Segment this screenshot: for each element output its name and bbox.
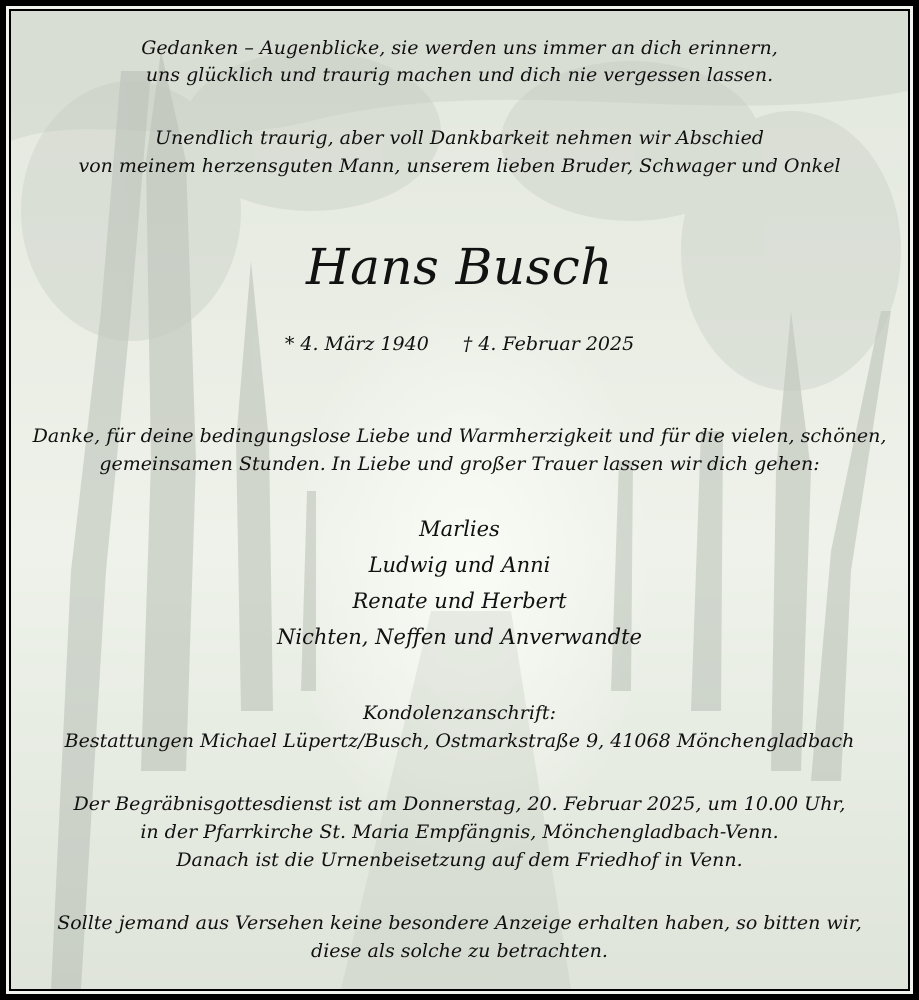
closing-line: diese als solche zu betrachten. — [311, 940, 608, 962]
service-line: Der Begräbnisgottesdienst ist am Donnerstag, 20. Februar 2025, um 10.00 Uhr, — [73, 793, 846, 815]
mourner: Marlies — [419, 517, 500, 541]
farewell-line: Unendlich traurig, aber voll Dankbarkeit nehmen wir Abschied — [155, 127, 764, 149]
intro-line: uns glücklich und traurig machen und dich nie vergessen lassen. — [145, 64, 774, 86]
service-line: in der Pfarrkirche St. Maria Empfängnis, Mönchengladbach-Venn. — [140, 821, 779, 843]
mourner: Nichten, Neffen und Anverwandte — [277, 625, 642, 649]
obituary-notice — [11, 11, 908, 989]
thanks-line: gemeinsamen Stunden. In Liebe und großer Trauer lassen wir dich gehen: — [99, 453, 820, 475]
farewell-line: von meinem herzensguten Mann, unserem lieben Bruder, Schwager und Onkel — [78, 155, 841, 177]
death-date: † 4. Februar 2025 — [462, 333, 635, 355]
birth-date: * 4. März 1940 — [284, 333, 429, 355]
condolence-address: Bestattungen Michael Lüpertz/Busch, Ostmarkstraße 9, 41068 Mönchengladbach — [64, 730, 855, 752]
life-dates — [11, 331, 908, 357]
intro-line: Gedanken – Augenblicke, sie werden uns immer an dich erinnern, — [141, 37, 778, 59]
service-line: Danach ist die Urnenbeisetzung auf dem Friedhof in Venn. — [176, 849, 743, 871]
condolence-label: Kondolenzanschrift: — [363, 702, 556, 724]
mourner: Renate und Herbert — [352, 589, 567, 613]
mourner: Ludwig und Anni — [368, 553, 551, 577]
thanks-line: Danke, für deine bedingungslose Liebe und Warmherzigkeit und für die vielen, schönen, — [32, 425, 887, 447]
notice-content — [11, 11, 908, 989]
closing-line: Sollte jemand aus Versehen keine besondere Anzeige erhalten haben, so bitten wir, — [57, 912, 862, 934]
deceased-name: Hans Busch — [306, 238, 613, 296]
